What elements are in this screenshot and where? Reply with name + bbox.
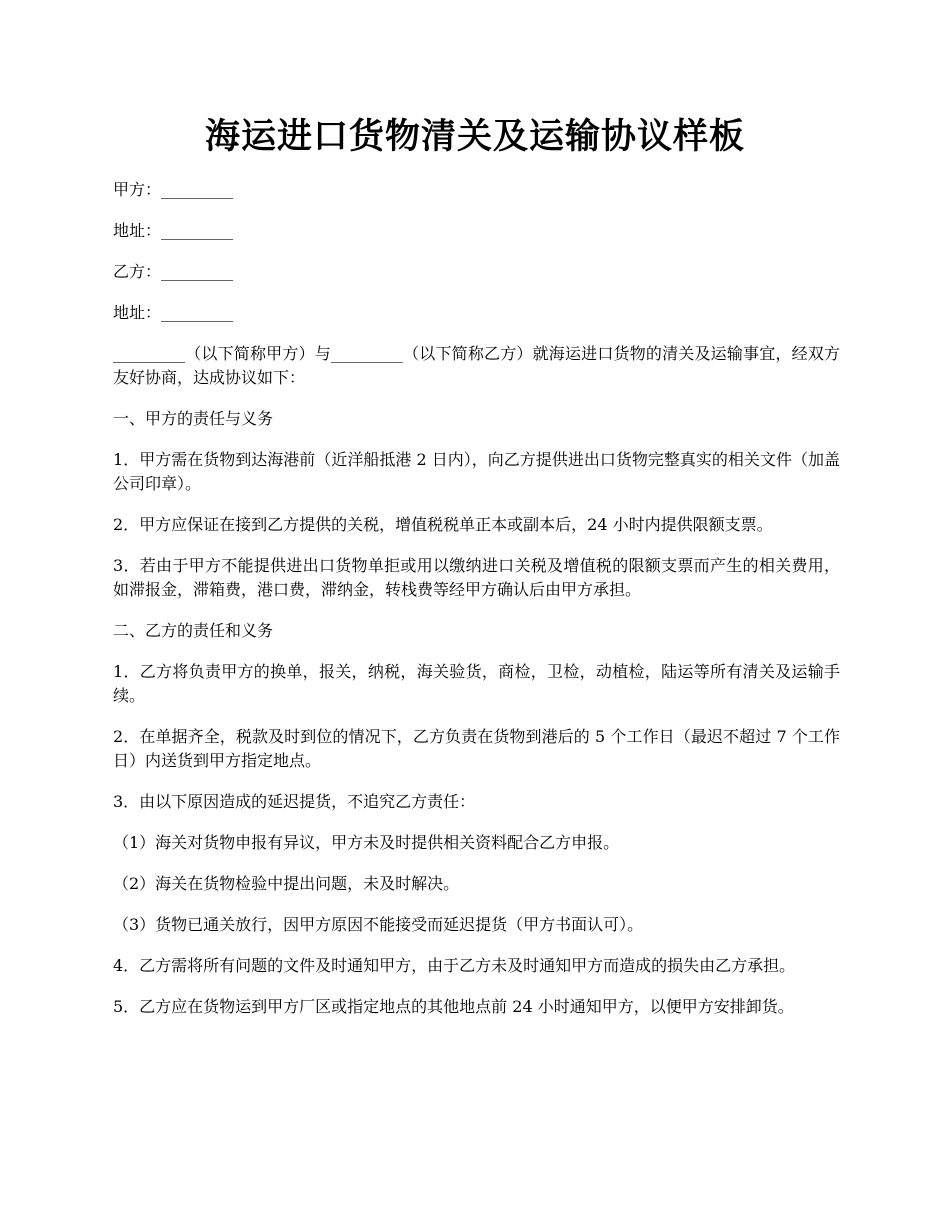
section-2-heading: 二、乙方的责任和义务	[113, 621, 274, 640]
address-b-line: 地址：_________	[113, 303, 234, 322]
section-2-item: 4．乙方需将所有问题的文件及时通知甲方，由于乙方未及时通知甲方而造成的损失由乙方承担。	[113, 956, 796, 975]
preamble-paragraph: _________（以下简称甲方）与_________（以下简称乙方）就海运进口货物的清关及运输事宜，经双方友好协商，达成协议如下：	[113, 344, 840, 387]
section-1-item: 2．甲方应保证在接到乙方提供的关税，增值税税单正本或副本后，24 小时内提供限额支票。	[113, 515, 773, 534]
section-2-subitem: （1）海关对货物申报有异议，甲方未及时提供相关资料配合乙方申报。	[113, 833, 620, 852]
section-2-subitem: （2）海关在货物检验中提出问题，未及时解决。	[113, 874, 460, 893]
section-2-item: 5．乙方应在货物运到甲方厂区或指定地点的其他地点前 24 小时通知甲方，以便甲方安排卸货。	[113, 997, 794, 1016]
section-2-item: 3．由以下原因造成的延迟提货，不追究乙方责任：	[113, 792, 476, 811]
section-1-item: 1．甲方需在货物到达海港前（近洋船抵港 2 日内），向乙方提供进出口货物完整真实的相关文件（加盖公司印章）。	[113, 450, 840, 493]
section-2-item: 2．在单据齐全，税款及时到位的情况下，乙方负责在货物到港后的 5 个工作日（最迟不超过 7 个工作日）内送货到甲方指定地点。	[113, 727, 840, 770]
address-a-line: 地址：_________	[113, 221, 234, 240]
section-1-item: 3．若由于甲方不能提供进出口货物单拒或用以缴纳进口关税及增值税的限额支票而产生的相关费用，如滞报金，滞箱费，港口费，滞纳金，转栈费等经甲方确认后由甲方承担。	[113, 556, 840, 599]
section-1-heading: 一、甲方的责任与义务	[113, 409, 274, 428]
party-a-line: 甲方：_________	[113, 180, 234, 199]
section-2-item: 1．乙方将负责甲方的换单，报关，纳税，海关验货，商检，卫检，动植检，陆运等所有清关及运输手续。	[113, 662, 840, 705]
party-b-line: 乙方：_________	[113, 262, 234, 281]
document-body	[113, 178, 840, 1036]
section-2-subitem: （3）货物已通关放行，因甲方原因不能接受而延迟提货（甲方书面认可）。	[113, 915, 644, 934]
document-title: 海运进口货物清关及运输协议样板	[204, 116, 745, 157]
